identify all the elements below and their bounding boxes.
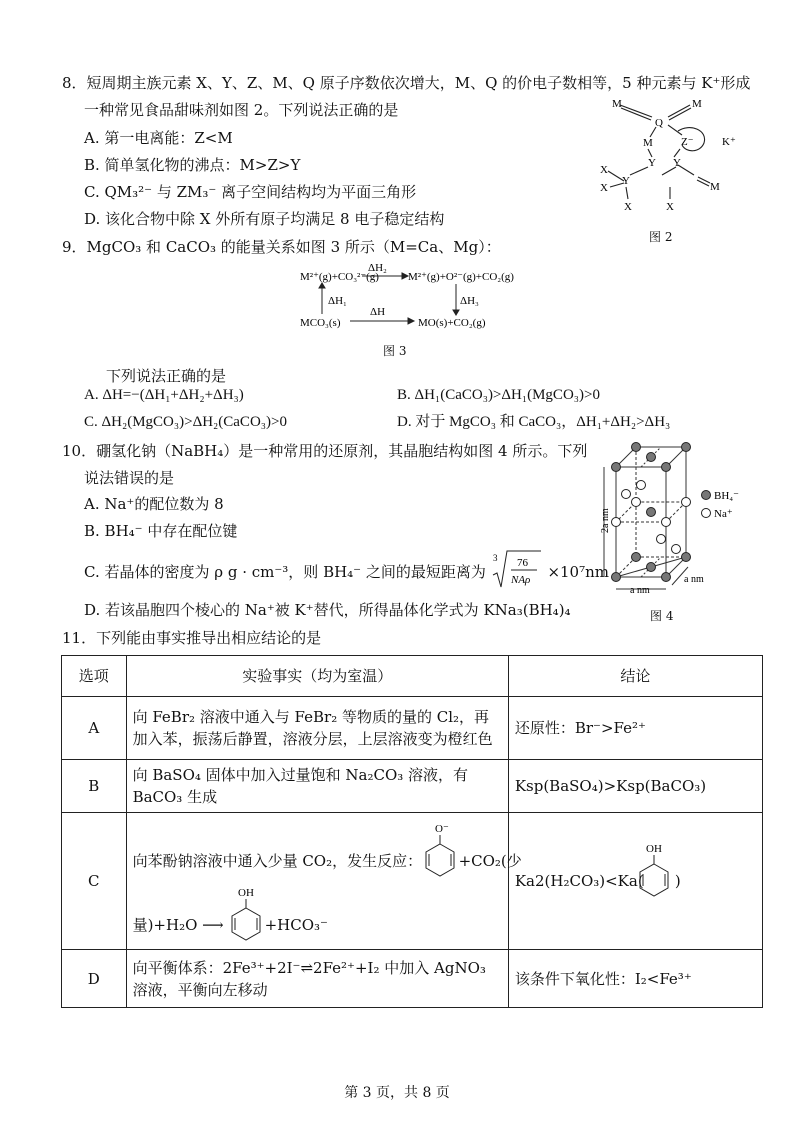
page-footer: 第 3 页，共 8 页: [344, 1085, 450, 1101]
phenol-ring-icon: [637, 840, 671, 900]
row-c-fact-part4: +HCO₃⁻: [264, 916, 328, 934]
fig2-atom-y2: Y: [673, 157, 681, 169]
row-c-option: C: [62, 813, 127, 950]
q9-option-b: B. ΔH₁(CaCO₃)>ΔH₁(MgCO₃)>0: [397, 387, 600, 403]
phenol-label-conclusion: OH: [645, 843, 662, 855]
row-a-conclusion: 还原性：Br⁻>Fe²⁺: [508, 697, 762, 760]
q10-option-b: B. BH₄⁻ 中存在配位键: [84, 522, 238, 540]
fig2-atom-k: K⁺: [722, 136, 736, 148]
q10-stem-line2: 说法错误的是: [84, 469, 175, 487]
table-row: [62, 697, 763, 760]
row-c-fact: [126, 813, 522, 950]
dim-2a: 2a nm: [600, 508, 611, 533]
fig2-atom-m4: M: [710, 181, 720, 193]
row-b-option: B: [62, 760, 127, 813]
fig3-dh2: ΔH₂: [368, 262, 387, 274]
fig2-atom-z: Z⁻: [681, 136, 694, 148]
q10-option-a: A. Na⁺的配位数为 8: [84, 495, 224, 513]
q9-option-d: D. 对于 MgCO₃ 和 CaCO₃，ΔH₁+ΔH₂>ΔH₃: [397, 414, 671, 430]
q11-table: [61, 655, 763, 1008]
q8-option-a: A. 第一电离能：Z<M: [84, 129, 233, 147]
figure-4-crystal-cell: [596, 437, 746, 597]
q10-stem-line1: 10．硼氢化钠（NaBH₄）是一种常用的还原剂，其晶胞结构如图 4 所示。下列: [62, 442, 588, 460]
fig2-atom-y3: Y: [622, 175, 630, 187]
row-c-fact-part3: 量)+H₂O ⟶: [132, 916, 224, 934]
q10-option-c: [84, 553, 609, 586]
phenol-label: OH: [237, 887, 254, 899]
q10-cube-root-expression: [491, 553, 543, 586]
q8-option-c: C. QM₃²⁻ 与 ZM₃⁻ 离子空间结构均为平面三角形: [84, 183, 417, 201]
fraction-denominator: NAρ: [510, 574, 530, 586]
header-conclusion: 结论: [508, 656, 762, 697]
row-b-fact: 向 BaSO₄ 固体中加入过量饱和 Na₂CO₃ 溶液，有 BaCO₃ 生成: [126, 760, 508, 813]
row-d-option: D: [62, 950, 127, 1008]
row-b-conclusion: Ksp(BaSO₄)>Ksp(BaCO₃): [508, 760, 762, 813]
fig2-atom-q: Q: [655, 117, 663, 129]
row-a-option: A: [62, 697, 127, 760]
radical-sign: [491, 549, 543, 593]
fig2-atom-x3: X: [624, 201, 632, 213]
fraction-numerator: 76: [516, 557, 528, 569]
figure-2-sweetener-structure: [590, 95, 750, 220]
figure-3-energy-cycle: [290, 258, 540, 338]
table-row: [62, 760, 763, 813]
fig3-dh: ΔH: [370, 306, 386, 318]
fig3-bottom-right: MO(s)+CO₂(g): [418, 317, 486, 329]
q9-option-c: C. ΔH₂(MgCO₃)>ΔH₂(CaCO₃)>0: [84, 414, 287, 430]
q9-option-a: A. ΔH=−(ΔH₁+ΔH₂+ΔH₃): [84, 387, 244, 403]
fig2-atom-x4: X: [666, 201, 674, 213]
fig2-atom-m2: M: [692, 98, 702, 110]
phenoxide-label: O⁻: [434, 823, 449, 835]
fig3-dh1: ΔH₁: [328, 295, 347, 307]
header-option: 选项: [62, 656, 127, 697]
fig2-atom-x1: X: [600, 164, 608, 176]
table-row: [62, 813, 763, 950]
radical-index: 3: [492, 553, 498, 563]
q11-stem: 11．下列能由事实推导出相应结论的是: [62, 629, 322, 647]
fig3-top-left: M²⁺(g)+CO₃²⁻(g): [300, 271, 379, 283]
row-c-fact-part2: +CO₂(少: [458, 852, 522, 870]
fig3-dh3: ΔH₃: [460, 295, 479, 307]
q8-option-d: D. 该化合物中除 X 外所有原子均满足 8 电子稳定结构: [84, 210, 445, 228]
phenoxide-ring-icon: [423, 820, 457, 882]
q9-prompt: 下列说法正确的是: [106, 367, 227, 385]
header-fact: 实验事实（均为室温）: [126, 656, 508, 697]
row-d-fact: 向平衡体系：2Fe³⁺+2I⁻⇌2Fe²⁺+I₂ 中加入 AgNO₃ 溶液，平衡向左移动: [126, 950, 508, 1008]
row-a-fact: 向 FeBr₂ 溶液中通入与 FeBr₂ 等物质的量的 Cl₂，再加入苯，振荡后静置，溶液分层，上层溶液变为橙红色: [126, 697, 508, 760]
q10-option-d: D. 若该晶胞四个棱心的 Na⁺被 K⁺替代，所得晶体化学式为 KNa₃(BH₄)₄: [84, 601, 571, 619]
row-c-conclusion-close: ): [674, 872, 681, 890]
figure-3-caption: 图 3: [383, 344, 407, 358]
fig2-atom-x2: X: [600, 182, 608, 194]
row-c-fact-part1: 向苯酚钠溶液中通入少量 CO₂，发生反应：: [132, 852, 423, 870]
fig2-atom-m1: M: [612, 98, 622, 110]
legend-bh4: BH₄⁻: [714, 490, 739, 502]
table-row: [62, 950, 763, 1008]
q8-stem-line2: 一种常见食品甜味剂如图 2。下列说法正确的是: [84, 101, 399, 119]
fig2-atom-m3: M: [643, 137, 653, 149]
q9-stem: 9．MgCO₃ 和 CaCO₃ 的能量关系如图 3 所示（M=Ca、Mg）：: [62, 238, 501, 256]
fig3-bottom-left: MCO₃(s): [300, 317, 341, 329]
dim-a-bottom: a nm: [630, 585, 650, 596]
q8-option-b: B. 简单氢化物的沸点：M>Z>Y: [84, 156, 301, 174]
figure-4-caption: 图 4: [650, 609, 674, 623]
fig3-top-right: M²⁺(g)+O²⁻(g)+CO₂(g): [408, 271, 514, 283]
fig2-atom-y1: Y: [648, 157, 656, 169]
q8-stem-line1: 8．短周期主族元素 X、Y、Z、M、Q 原子序数依次增大，M、Q 的价电子数相等，5 种元素与 K⁺形成: [62, 74, 751, 92]
row-c-conclusion: [508, 813, 762, 950]
row-c-conclusion-text: Ka2(H₂CO₃)<Ka(: [514, 872, 644, 890]
q10-option-c-unit: ×10⁷nm: [547, 563, 609, 581]
table-header-row: [62, 656, 763, 697]
figure-2-caption: 图 2: [649, 230, 673, 244]
row-d-conclusion: 该条件下氧化性：I₂<Fe³⁺: [508, 950, 762, 1008]
phenol-ring-icon: [229, 884, 263, 944]
dim-a-side: a nm: [684, 574, 704, 585]
legend-na: Na⁺: [714, 508, 733, 520]
q10-option-c-text: C. 若晶体的密度为 ρ g · cm⁻³，则 BH₄⁻ 之间的最短距离为: [84, 563, 486, 581]
